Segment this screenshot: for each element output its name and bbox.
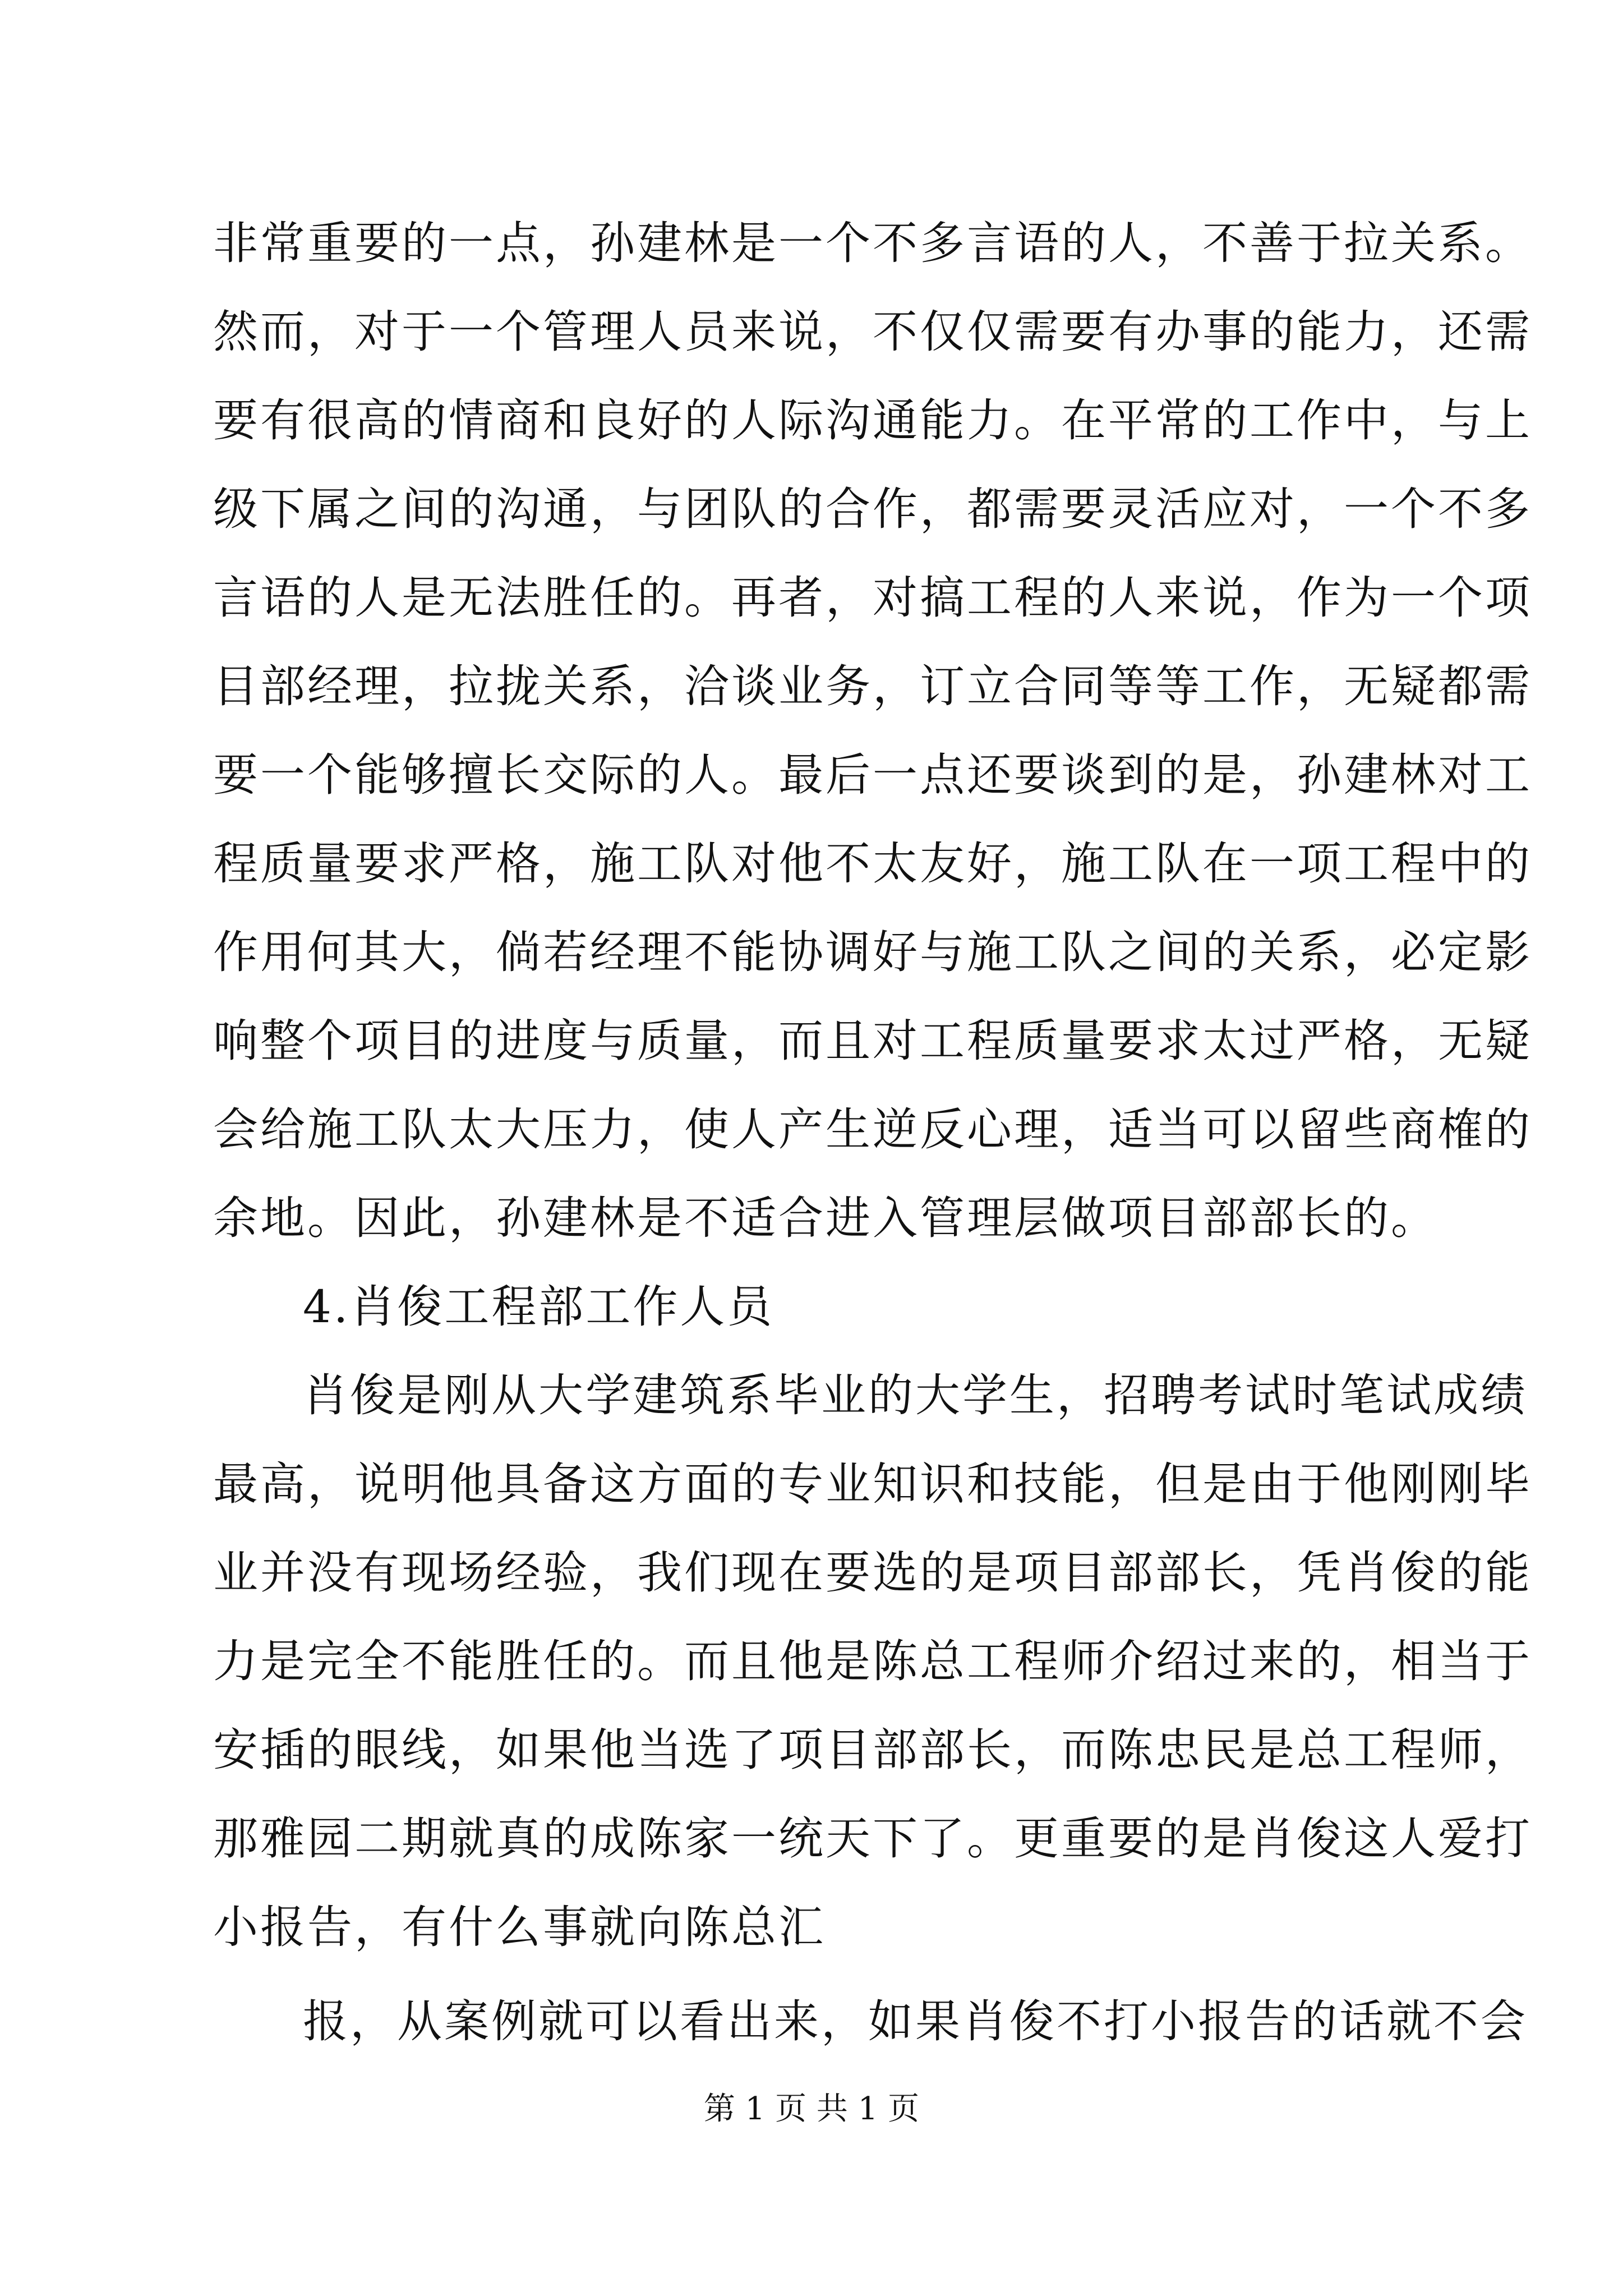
text-line: 级下属之间的沟通，与团队的合作，都需要灵活应对，一个不多 <box>213 483 1532 535</box>
page-footer: 第 1 页 共 1 页 <box>703 2091 920 2127</box>
text-line: 作用何其大，倘若经理不能协调好与施工队之间的关系，必定影 <box>213 926 1532 978</box>
text-line: 肖俊是刚从大学建筑系毕业的大学生，招聘考试时笔试成绩 <box>303 1369 1528 1421</box>
text-line: 力是完全不能胜任的。而且他是陈总工程师介绍过来的，相当于 <box>213 1635 1532 1687</box>
text-line: 非常重要的一点，孙建林是一个不多言语的人，不善于拉关系。 <box>213 217 1532 269</box>
text-line: 小报告，有什么事就向陈总汇 <box>213 1901 826 1953</box>
text-line: 业并没有现场经验，我们现在要选的是项目部部长，凭肖俊的能 <box>213 1547 1532 1599</box>
text-line: 然而，对于一个管理人员来说，不仅仅需要有办事的能力，还需 <box>213 306 1532 358</box>
text-line: 余地。因此，孙建林是不适合进入管理层做项目部部长的。 <box>213 1192 1438 1244</box>
text-line: 目部经理，拉拢关系，洽谈业务，订立合同等等工作，无疑都需 <box>213 660 1532 712</box>
text-line: 响整个项目的进度与质量，而且对工程质量要求太过严格，无疑 <box>213 1015 1532 1067</box>
text-line: 会给施工队太大压力，使人产生逆反心理，适当可以留些商榷的 <box>213 1103 1532 1156</box>
text-line: 要有很高的情商和良好的人际沟通能力。在平常的工作中，与上 <box>213 394 1532 447</box>
text-line: 要一个能够擅长交际的人。最后一点还要谈到的是，孙建林对工 <box>213 749 1532 801</box>
text-line: 安插的眼线，如果他当选了项目部部长，而陈忠民是总工程师， <box>213 1724 1532 1776</box>
body-text <box>213 199 1532 2066</box>
text-line: 言语的人是无法胜任的。再者，对搞工程的人来说，作为一个项 <box>213 572 1532 624</box>
section-heading: 4.肖俊工程部工作人员 <box>303 1281 774 1333</box>
text-line: 最高，说明他具备这方面的专业知识和技能，但是由于他刚刚毕 <box>213 1458 1532 1510</box>
text-line: 那雅园二期就真的成陈家一统天下了。更重要的是肖俊这人爱打 <box>213 1812 1532 1865</box>
text-line: 报，从案例就可以看出来，如果肖俊不打小报告的话就不会 <box>303 1995 1528 2047</box>
text-line: 程质量要求严格，施工队对他不太友好，施工队在一项工程中的 <box>213 838 1532 890</box>
